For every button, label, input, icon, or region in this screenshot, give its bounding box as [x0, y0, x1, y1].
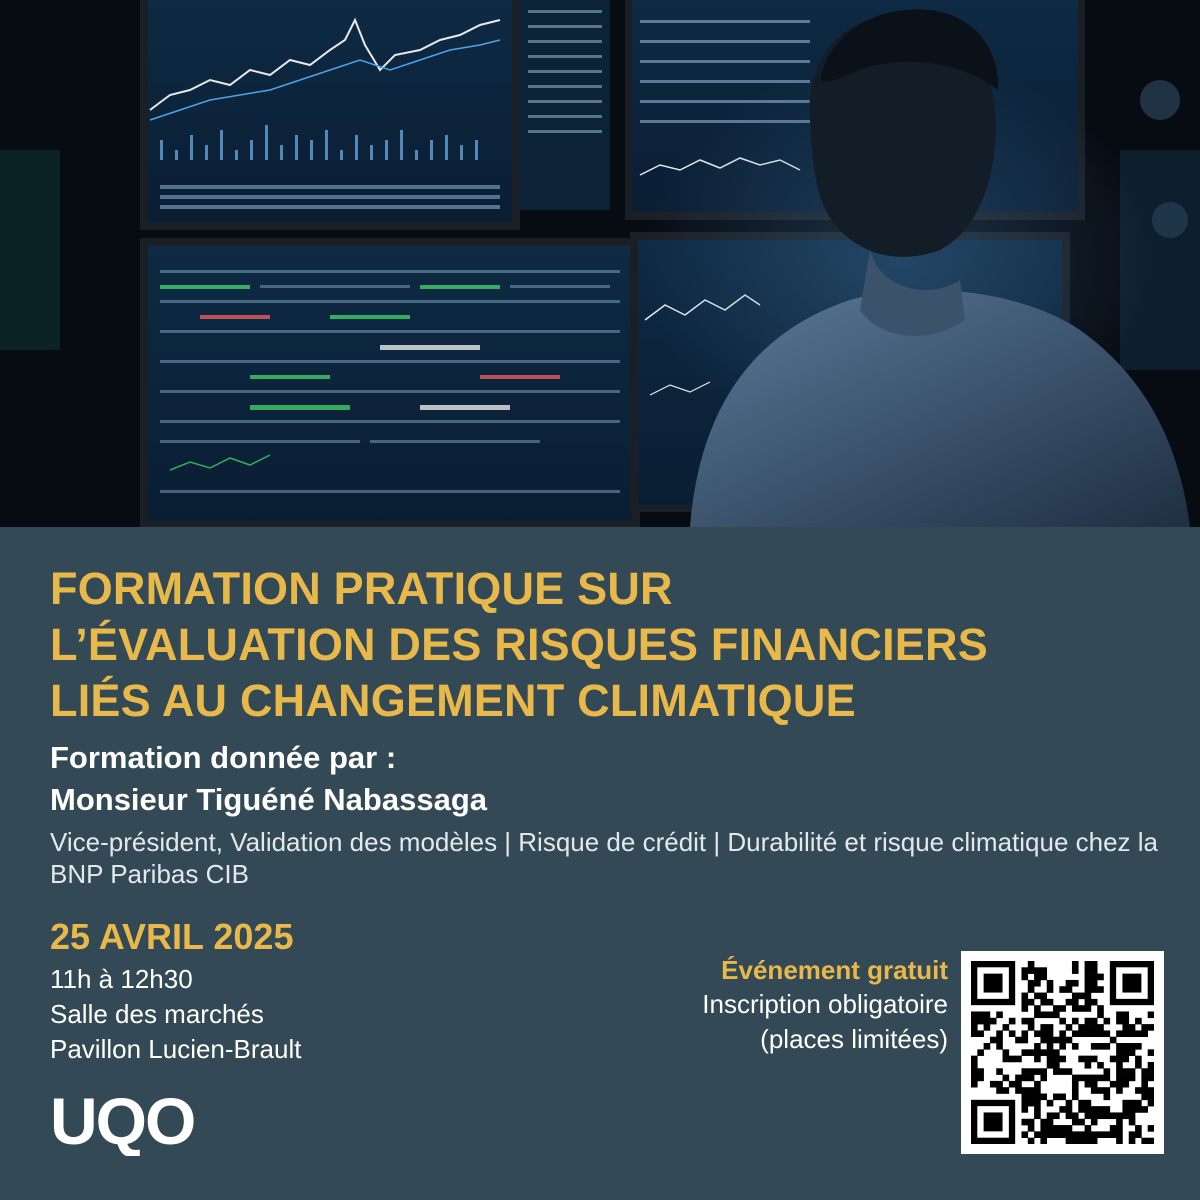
qr-code-icon[interactable]: [961, 951, 1164, 1154]
qr-code-graphic: [971, 961, 1154, 1144]
presenter-role: Vice-président, Validation des modèles | Risque de crédit | Durabilité et risque climatique chez la BNP Paribas CIB: [50, 827, 1159, 889]
title-line-2: L’ÉVALUATION DES RISQUES FINANCIERS: [50, 619, 988, 670]
event-title: [50, 561, 1170, 729]
event-date: 25 AVRIL 2025: [50, 916, 294, 957]
event-details: [50, 962, 301, 1067]
title-line-1: FORMATION PRATIQUE SUR: [50, 563, 673, 614]
registration-required: Inscription obligatoire: [702, 989, 948, 1019]
event-building: Pavillon Lucien-Brault: [50, 1034, 302, 1064]
given-by-label: Formation donnée par :: [50, 740, 397, 775]
uqo-logo[interactable]: [50, 1090, 210, 1161]
free-event-label: Événement gratuit: [721, 955, 948, 985]
trading-monitors-photo: [0, 0, 1200, 527]
uqo-logo-text: UQO: [50, 1090, 195, 1156]
presenter-name: Monsieur Tiguéné Nabassaga: [50, 782, 487, 817]
limited-places: (places limitées): [760, 1024, 948, 1054]
event-time: 11h à 12h30: [50, 964, 193, 994]
registration-info: [702, 953, 948, 1057]
uqo-logo-graphic: [50, 1090, 210, 1156]
event-room: Salle des marchés: [50, 999, 264, 1029]
title-line-3: LIÉS AU CHANGEMENT CLIMATIQUE: [50, 675, 856, 726]
photo-illustration: [0, 0, 1200, 527]
